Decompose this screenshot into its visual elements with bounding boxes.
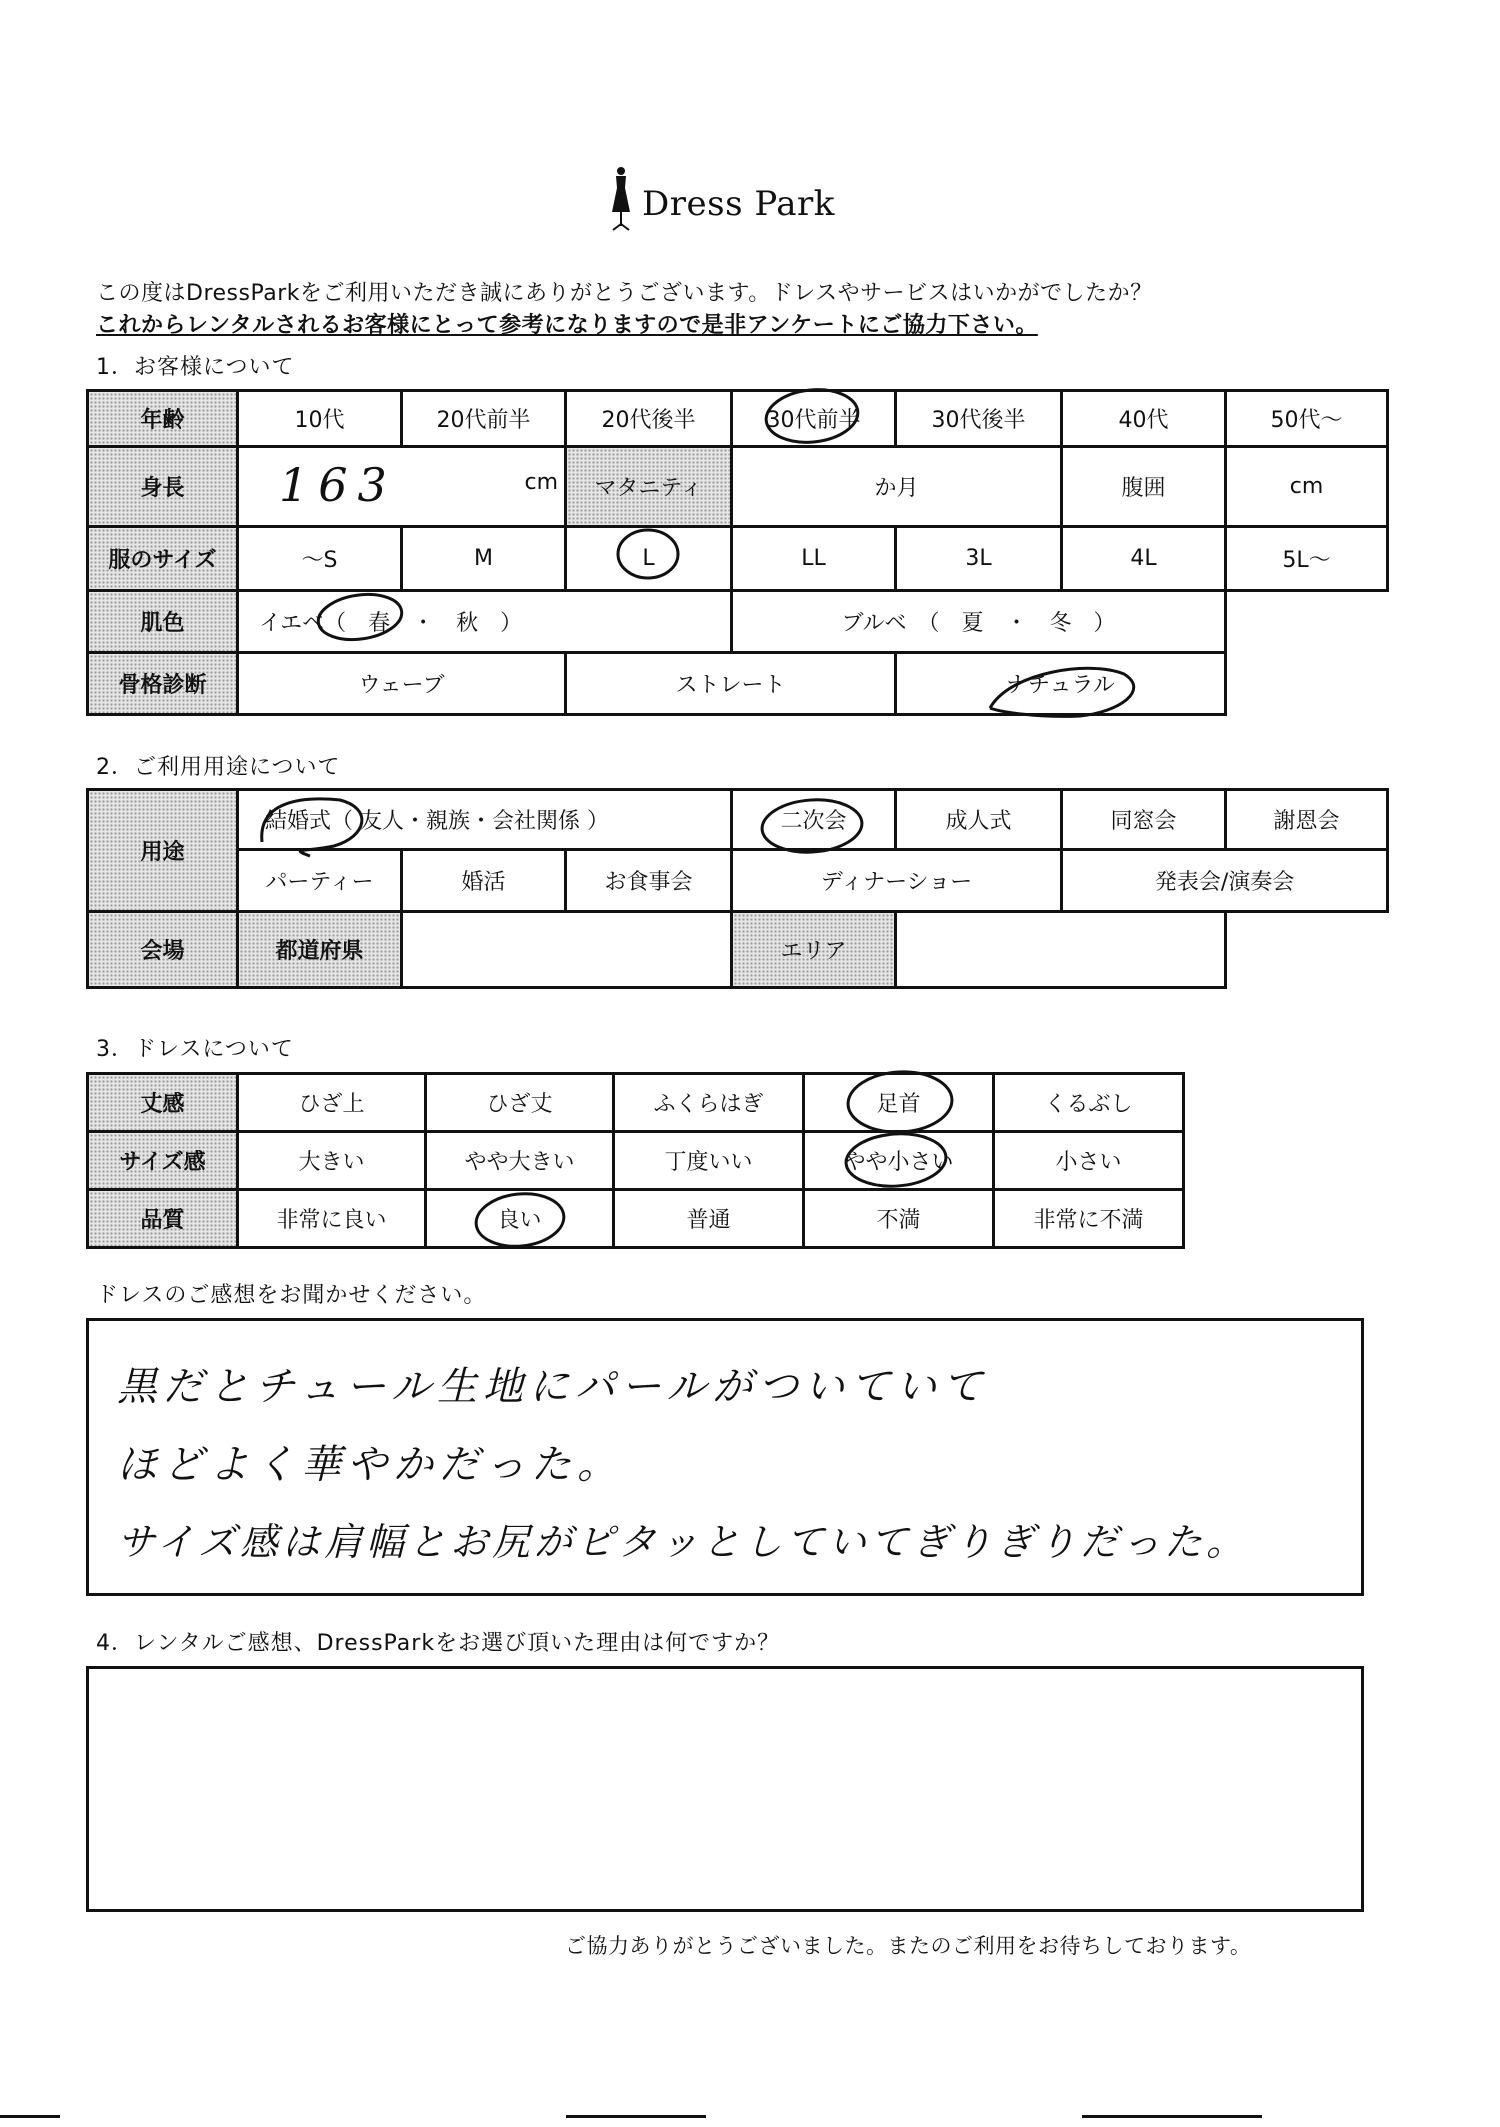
fit-option-selected[interactable]: やや小さい [804, 1132, 994, 1190]
prefecture-field[interactable] [402, 912, 732, 988]
venue-label: 会場 [88, 912, 238, 988]
size-option[interactable]: M [402, 527, 566, 591]
body-type-label: 骨格診断 [88, 653, 238, 715]
skin-blue-option[interactable]: ブルベ （ 夏 ・ 冬 ） [732, 591, 1226, 653]
quality-option-selected[interactable]: 良い [426, 1190, 614, 1248]
intro-text: この度はDressParkをご利用いただき誠にありがとうございます。ドレスやサービスはいかがでしたか？ [96, 281, 1153, 306]
dress-comment-prompt: ドレスのご感想をお聞かせください。 [96, 1283, 487, 1308]
length-option[interactable]: ひざ丈 [426, 1074, 614, 1132]
dress-comment-box[interactable] [86, 1318, 1364, 1596]
intro-request: これからレンタルされるお客様にとって参考になりますので是非アンケートにご協力下さい。 [96, 313, 1038, 338]
dress-comment-line: ほどよく華やかだった。 [117, 1442, 623, 1488]
dresspark-logo [606, 166, 906, 236]
usage-option[interactable]: パーティー [238, 850, 402, 912]
body-type-option[interactable]: ストレート [566, 653, 896, 715]
height-field[interactable] [238, 447, 566, 527]
dress-mannequin-icon [606, 166, 636, 236]
usage-option[interactable]: 同窓会 [1062, 790, 1226, 850]
prefecture-label: 都道府県 [238, 912, 402, 988]
fit-label: サイズ感 [88, 1132, 238, 1190]
brand-name: Dress Park [642, 184, 835, 224]
waist-label: 腹囲 [1062, 447, 1226, 527]
section4-title: 4．レンタルご感想、DressParkをお選び頂いた理由は何ですか？ [96, 1631, 781, 1656]
length-label: 丈感 [88, 1074, 238, 1132]
skin-yellow-option[interactable] [238, 591, 732, 653]
length-option[interactable]: ひざ上 [238, 1074, 426, 1132]
length-option-selected[interactable]: 足首 [804, 1074, 994, 1132]
age-option[interactable]: 10代 [238, 391, 402, 447]
usage-label: 用途 [88, 790, 238, 912]
usage-wedding-detail: （ 友人・親族・会社関係 ） [331, 809, 610, 834]
usage-wedding-label: 結婚式 [265, 809, 332, 834]
maternity-months-field[interactable]: か月 [732, 447, 1062, 527]
body-type-option[interactable]: ウェーブ [238, 653, 566, 715]
size-option[interactable]: 5L～ [1226, 527, 1388, 591]
length-option[interactable]: ふくらはぎ [614, 1074, 804, 1132]
quality-option[interactable]: 非常に不満 [994, 1190, 1184, 1248]
section2-title: 2．ご利用用途について [96, 755, 341, 780]
customer-info-table [86, 389, 1389, 716]
size-option[interactable]: ～S [238, 527, 402, 591]
size-option[interactable]: LL [732, 527, 896, 591]
skin-yellow-label: イエベ [259, 611, 325, 636]
usage-option[interactable]: 婚活 [402, 850, 566, 912]
area-field[interactable] [896, 912, 1226, 988]
quality-option[interactable]: 普通 [614, 1190, 804, 1248]
age-option-selected[interactable]: 30代前半 [732, 391, 896, 447]
scan-artifact [1082, 2115, 1262, 2118]
usage-table [86, 788, 1389, 989]
quality-label: 品質 [88, 1190, 238, 1248]
age-option[interactable]: 30代後半 [896, 391, 1062, 447]
height-label: 身長 [88, 447, 238, 527]
age-option[interactable]: 40代 [1062, 391, 1226, 447]
dress-comment-line: 黒だとチュール生地にパールがついていて [117, 1364, 989, 1410]
maternity-label: マタニティ [566, 447, 732, 527]
thank-you-message: ご協力ありがとうございました。またのご利用をお待ちしております。 [565, 1934, 1252, 1958]
waist-unit[interactable]: cm [1226, 447, 1388, 527]
usage-option[interactable]: 発表会/演奏会 [1062, 850, 1388, 912]
scan-artifact [0, 2115, 60, 2118]
length-option[interactable]: くるぶし [994, 1074, 1184, 1132]
section3-title: 3．ドレスについて [96, 1037, 294, 1062]
skin-yellow-seasons: （ 春 ・ 秋 ） [324, 611, 523, 636]
skin-label: 肌色 [88, 591, 238, 653]
usage-option[interactable]: ディナーショー [732, 850, 1062, 912]
fit-option[interactable]: 小さい [994, 1132, 1184, 1190]
size-option[interactable]: 3L [896, 527, 1062, 591]
dress-rating-table [86, 1072, 1185, 1249]
rental-feedback-box[interactable] [86, 1666, 1364, 1912]
height-value: 163 [279, 458, 397, 512]
usage-option-selected[interactable]: 二次会 [732, 790, 896, 850]
height-unit: cm [524, 470, 558, 495]
usage-wedding-option[interactable] [238, 790, 732, 850]
size-option-selected[interactable]: L [566, 527, 732, 591]
dress-comment-line: サイズ感は肩幅とお尻がピタッとしていてぎりぎりだった。 [117, 1520, 1248, 1564]
scan-artifact [566, 2115, 706, 2118]
size-label: 服のサイズ [88, 527, 238, 591]
age-option[interactable]: 20代後半 [566, 391, 732, 447]
age-label: 年齢 [88, 391, 238, 447]
quality-option[interactable]: 不満 [804, 1190, 994, 1248]
fit-option[interactable]: 丁度いい [614, 1132, 804, 1190]
usage-option[interactable]: 謝恩会 [1226, 790, 1388, 850]
body-type-option-selected[interactable]: ナチュラル [896, 653, 1226, 715]
area-label: エリア [732, 912, 896, 988]
age-option[interactable]: 50代～ [1226, 391, 1388, 447]
age-option[interactable]: 20代前半 [402, 391, 566, 447]
fit-option[interactable]: 大きい [238, 1132, 426, 1190]
fit-option[interactable]: やや大きい [426, 1132, 614, 1190]
size-option[interactable]: 4L [1062, 527, 1226, 591]
section1-title: 1．お客様について [96, 355, 295, 380]
usage-option[interactable]: 成人式 [896, 790, 1062, 850]
usage-option[interactable]: お食事会 [566, 850, 732, 912]
quality-option[interactable]: 非常に良い [238, 1190, 426, 1248]
